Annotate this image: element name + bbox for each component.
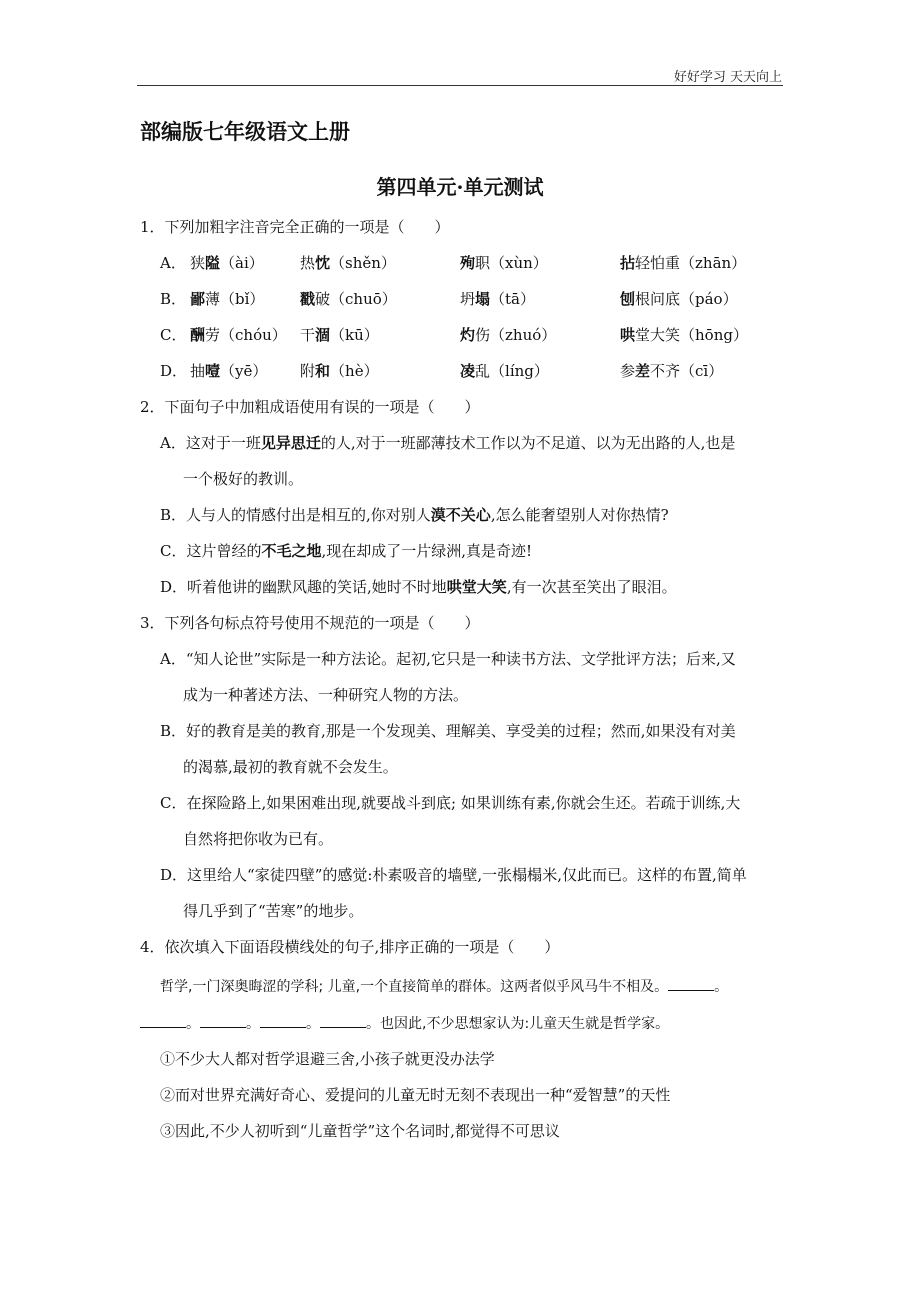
- q3-option-d-cont: 得几乎到了“苦寒”的地步。: [183, 902, 364, 920]
- q4-passage-line2: 。 。 。 。也因此,不少思想家认为:儿童天生就是哲学家。: [140, 1012, 669, 1034]
- doc-title: 部编版七年级语文上册: [140, 119, 350, 144]
- q3-stem: 3．下列各句标点符号使用不规范的一项是（ ）: [140, 614, 480, 632]
- blank-line: [140, 1012, 186, 1028]
- q2-option-c: C．这片曾经的不毛之地,现在却成了一片绿洲,真是奇迹!: [160, 542, 533, 560]
- q1-option-item: 哄堂大笑（hōng）: [620, 326, 748, 344]
- blank-line: [260, 1012, 306, 1028]
- q1-option-item: 坍塌（tā）: [460, 290, 536, 308]
- q1-option-item: 灼伤（zhuó）: [460, 326, 557, 344]
- q3-option-a: A．“知人论世”实际是一种方法论。起初,它只是一种读书方法、文学批评方法；后来,又: [160, 650, 736, 668]
- q4-passage-line1: 哲学,一门深奥晦涩的学科; 儿童,一个直接简单的群体。这两者似乎风马牛不相及。 。: [160, 975, 728, 997]
- q1-option-label: D．: [160, 362, 188, 380]
- q2-option-d: D．听着他讲的幽默风趣的笑话,她时不时地哄堂大笑,有一次甚至笑出了眼泪。: [160, 578, 677, 596]
- q1-option-item: 参差不齐（cī）: [620, 362, 724, 380]
- q2-option-a-cont: 一个极好的教训。: [183, 470, 304, 488]
- header-rule: [137, 85, 783, 86]
- q1-stem: 1．下列加粗字注音完全正确的一项是（ ）: [140, 218, 450, 236]
- q3-option-b: B．好的教育是美的教育,那是一个发现美、理解美、享受美的过程；然而,如果没有对美: [160, 722, 736, 740]
- header-motto: 好好学习 天天向上: [673, 70, 782, 85]
- q3-option-c-cont: 自然将把你收为已有。: [183, 830, 334, 848]
- q2-option-a: A．这对于一班见异思迁的人,对于一班鄙薄技术工作以为不足道、以为无出路的人,也是: [160, 434, 736, 452]
- q1-option-item: 酬劳（chóu）: [190, 326, 287, 344]
- blank-line: [668, 975, 714, 991]
- unit-title: 第四单元·单元测试: [376, 175, 544, 199]
- q1-option-item: 狭隘（ài）: [190, 254, 264, 272]
- q1-option-item: 刨根问底（páo）: [620, 290, 738, 308]
- q1-option-item: 殉职（xùn）: [460, 254, 548, 272]
- blank-line: [320, 1012, 366, 1028]
- q3-option-a-cont: 成为一种著述方法、一种研究人物的方法。: [183, 686, 469, 704]
- q1-option-item: 鄙薄（bǐ）: [190, 290, 265, 308]
- q1-option-label: B．: [160, 290, 187, 308]
- q1-option-item: 拈轻怕重（zhān）: [620, 254, 747, 272]
- q1-option-label: A．: [160, 254, 186, 272]
- blank-line: [200, 1012, 246, 1028]
- q1-option-item: 干涸（kū）: [300, 326, 379, 344]
- q3-option-b-cont: 的渴慕,最初的教育就不会发生。: [183, 758, 398, 776]
- q1-option-label: C．: [160, 326, 187, 344]
- q2-option-b: B．人与人的情感付出是相互的,你对别人漠不关心,怎么能奢望别人对你热情?: [160, 506, 669, 524]
- q4-sentence-3: ③因此,不少人初听到“儿童哲学”这个名词时,都觉得不可思议: [160, 1122, 560, 1140]
- q2-stem: 2．下面句子中加粗成语使用有误的一项是（ ）: [140, 398, 480, 416]
- q3-option-c: C．在探险路上,如果困难出现,就要战斗到底; 如果训练有素,你就会生还。若疏于训练,大: [160, 794, 741, 812]
- q3-option-d: D．这里给人“家徒四壁”的感觉:朴素吸音的墙壁,一张榻榻米,仅此而已。这样的布置,简单: [160, 866, 747, 884]
- q1-option-item: 附和（hè）: [300, 362, 379, 380]
- q1-option-item: 戳破（chuō）: [300, 290, 397, 308]
- q1-option-item: 抽噎（yē）: [190, 362, 268, 380]
- q4-stem: 4．依次填入下面语段横线处的句子,排序正确的一项是（ ）: [140, 938, 560, 956]
- q4-sentence-1: ①不少大人都对哲学退避三舍,小孩子就更没办法学: [160, 1050, 495, 1068]
- q4-sentence-2: ②而对世界充满好奇心、爱提问的儿童无时无刻不表现出一种“爱智慧”的天性: [160, 1086, 671, 1104]
- q1-option-item: 热忱（shěn）: [300, 254, 396, 272]
- q1-option-item: 凌乱（líng）: [460, 362, 549, 380]
